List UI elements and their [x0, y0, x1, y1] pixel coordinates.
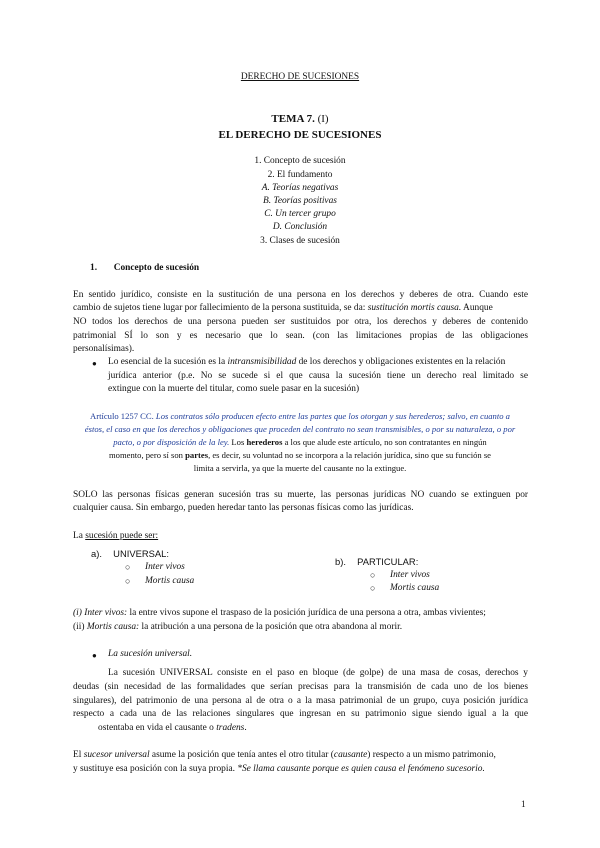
article-text: a los que alude este artículo, no son contratantes en ningún — [284, 437, 487, 447]
page-number: 1 — [521, 800, 526, 810]
toc-item: 2. El fundamento — [267, 170, 333, 180]
section-title: Concepto de sucesión — [113, 263, 200, 273]
bullet1-line: extingue con la muerte del titular, como suele pasar en la sucesión) — [108, 384, 360, 394]
clases-intro-underlined: sucesión puede ser: — [85, 531, 159, 541]
article-emphasis: partes — [185, 450, 209, 460]
section-heading — [90, 263, 199, 273]
circle-bullet-icon: ○ — [370, 583, 376, 593]
article-line: limita a servirla, ya que la muerte del causante no la extingue. — [193, 463, 407, 473]
clase-item: Mortis causa — [390, 583, 440, 593]
article-line: éstos, el caso en que los derechos y obligaciones que proceden del contrato no sean transmisibles, o por su naturaleza, o por — [84, 424, 516, 434]
tema-title: EL DERECHO DE SUCESIONES — [218, 129, 382, 141]
toc-item: 1. Concepto de sucesión — [254, 156, 346, 166]
clases-intro — [73, 531, 158, 541]
bullet1-emphasis: intransmisibilidad — [227, 357, 297, 367]
article-text: , es decir, su voluntad no se incorpora a la relación jurídica, sino que su función se — [208, 450, 491, 460]
clase-item: Mortis causa — [145, 576, 195, 586]
toc-item: D. Conclusión — [272, 222, 328, 232]
para3-text: . — [244, 723, 247, 733]
bullet1-text: Lo esencial de la sucesión es la — [108, 357, 226, 367]
toc-item: C. Un tercer grupo — [264, 209, 336, 219]
para3-text: ostentaba en vida el causante o — [98, 723, 214, 733]
para4-text: El — [73, 750, 82, 760]
clase-universal — [91, 548, 169, 559]
para4-text: asume la posición que tenía antes el otro titular ( — [151, 750, 334, 760]
definition-marker: (ii) — [73, 622, 85, 632]
article-line — [0, 450, 600, 460]
para1-line — [73, 303, 493, 313]
para4-text: ) respecto a un mismo patrimonio, — [367, 750, 496, 760]
clase-title: PARTICULAR: — [357, 556, 419, 567]
article-text: momento, pero sí son — [108, 450, 183, 460]
bullet1-text: de los derechos y obligaciones existentes en la relación — [298, 357, 506, 367]
document-header: DERECHO DE SUCESIONES — [240, 72, 360, 82]
para1-line: En sentido jurídico, consiste en la sustitución de una persona en los derechos y deberes de otra. Cuando este — [73, 290, 528, 300]
article-line — [0, 411, 600, 421]
para1-emphasis: sustitución mortis causa. — [367, 303, 462, 313]
article-reference: Artículo 1257 CC. — [90, 411, 154, 421]
para3-line: respecto a cada una de las relaciones singulares que ingresan en su patrimonio sigue siendo igual a la que — [73, 709, 528, 719]
clase-label: a). — [91, 548, 102, 559]
definition-text: la atribución a una persona de la posición que otra abandona al morir. — [141, 622, 403, 632]
definition-line — [73, 608, 486, 618]
para1-text: cambio de sujetos tiene lugar por fallecimiento de la persona sustituida, se da: — [73, 303, 366, 313]
toc-item: B. Teorías positivas — [263, 196, 337, 206]
bullet-icon: ● — [92, 359, 97, 368]
para4-emphasis: sucesor universal — [83, 750, 150, 760]
section-number: 1. — [90, 263, 98, 273]
bullet2-label: La sucesión universal. — [108, 649, 193, 659]
clases-intro-text: La — [73, 531, 83, 541]
clase-label: b). — [335, 556, 346, 567]
para2-line: SOLO las personas físicas generan sucesión tras su muerte, las personas jurídicas NO cuando se extinguen por — [73, 490, 528, 500]
para2-line: cualquier causa. Sin embargo, pueden heredar tanto las personas físicas como las jurídicas. — [73, 503, 414, 513]
clase-title: UNIVERSAL: — [113, 548, 169, 559]
circle-bullet-icon: ○ — [370, 570, 376, 580]
bullet-icon: ● — [92, 651, 97, 660]
article-line — [0, 437, 600, 447]
article-emphasis: herederos — [246, 437, 283, 447]
article-quote: pacto, o por disposición de la ley. — [113, 437, 230, 447]
para3-line: deudas (sin necesidad de las formalidades que serían precisas para la transmisión de cada uno de los bienes — [73, 682, 528, 692]
para4-emphasis: causante — [333, 750, 368, 760]
para3-line — [98, 723, 247, 733]
bullet1-line — [108, 357, 505, 367]
circle-bullet-icon: ○ — [125, 576, 131, 586]
clase-item: Inter vivos — [145, 562, 185, 572]
para4-footnote: *Se llama causante porque es quien causa el fenómeno sucesorio. — [237, 764, 485, 774]
tema-number-suffix: (I) — [317, 113, 329, 125]
tema-number — [0, 113, 600, 125]
para3-line: La sucesión UNIVERSAL consiste en el paso en bloque (de golpe) de una masa de cosas, derechos y — [108, 668, 528, 678]
definition-text: la entre vivos supone el traspaso de la posición jurídica de una persona a otra, ambas vivientes; — [129, 608, 486, 618]
para3-emphasis: tradens — [216, 723, 245, 733]
para4-text: y sustituye esa posición con la suya propia. — [73, 764, 235, 774]
circle-bullet-icon: ○ — [125, 562, 131, 572]
toc-item: A. Teorías negativas — [261, 183, 339, 193]
tema-number-bold: TEMA 7. — [271, 113, 315, 125]
para1-line: personalísimas). — [73, 344, 135, 354]
para1-line: NO todos los derechos de una persona pueden ser sustituidos por otra, los derechos y deberes de contenido — [73, 317, 528, 327]
para1-text: Aunque — [463, 303, 493, 313]
definition-term: Inter vivos: — [84, 608, 128, 618]
definition-marker: (i) — [73, 608, 82, 618]
clase-item: Inter vivos — [390, 570, 430, 580]
para4-line — [73, 750, 496, 760]
para4-line — [73, 764, 485, 774]
bullet1-line: jurídica anterior (p.e. No se sucede si el que causa la sucesión tiene un derecho real limitado se — [108, 371, 528, 381]
article-quote: Los contratos sólo producen efecto entre las partes que los otorgan y sus herederos; salvo, en cuanto a — [155, 411, 510, 421]
toc-item: 3. Clases de sucesión — [260, 236, 340, 246]
definition-line — [73, 622, 402, 632]
para1-line: patrimonial SÍ lo son y es necesario que lo sean. (con las limitaciones propias de las obligaciones — [73, 331, 528, 341]
clase-particular — [335, 556, 418, 567]
definition-term: Mortis causa: — [86, 622, 140, 632]
article-text: Los — [231, 437, 245, 447]
para3-line: singulares), del patrimonio de una persona al de otra o a la masa patrimonial de un grupo, cuya posición jurídica — [73, 696, 528, 706]
